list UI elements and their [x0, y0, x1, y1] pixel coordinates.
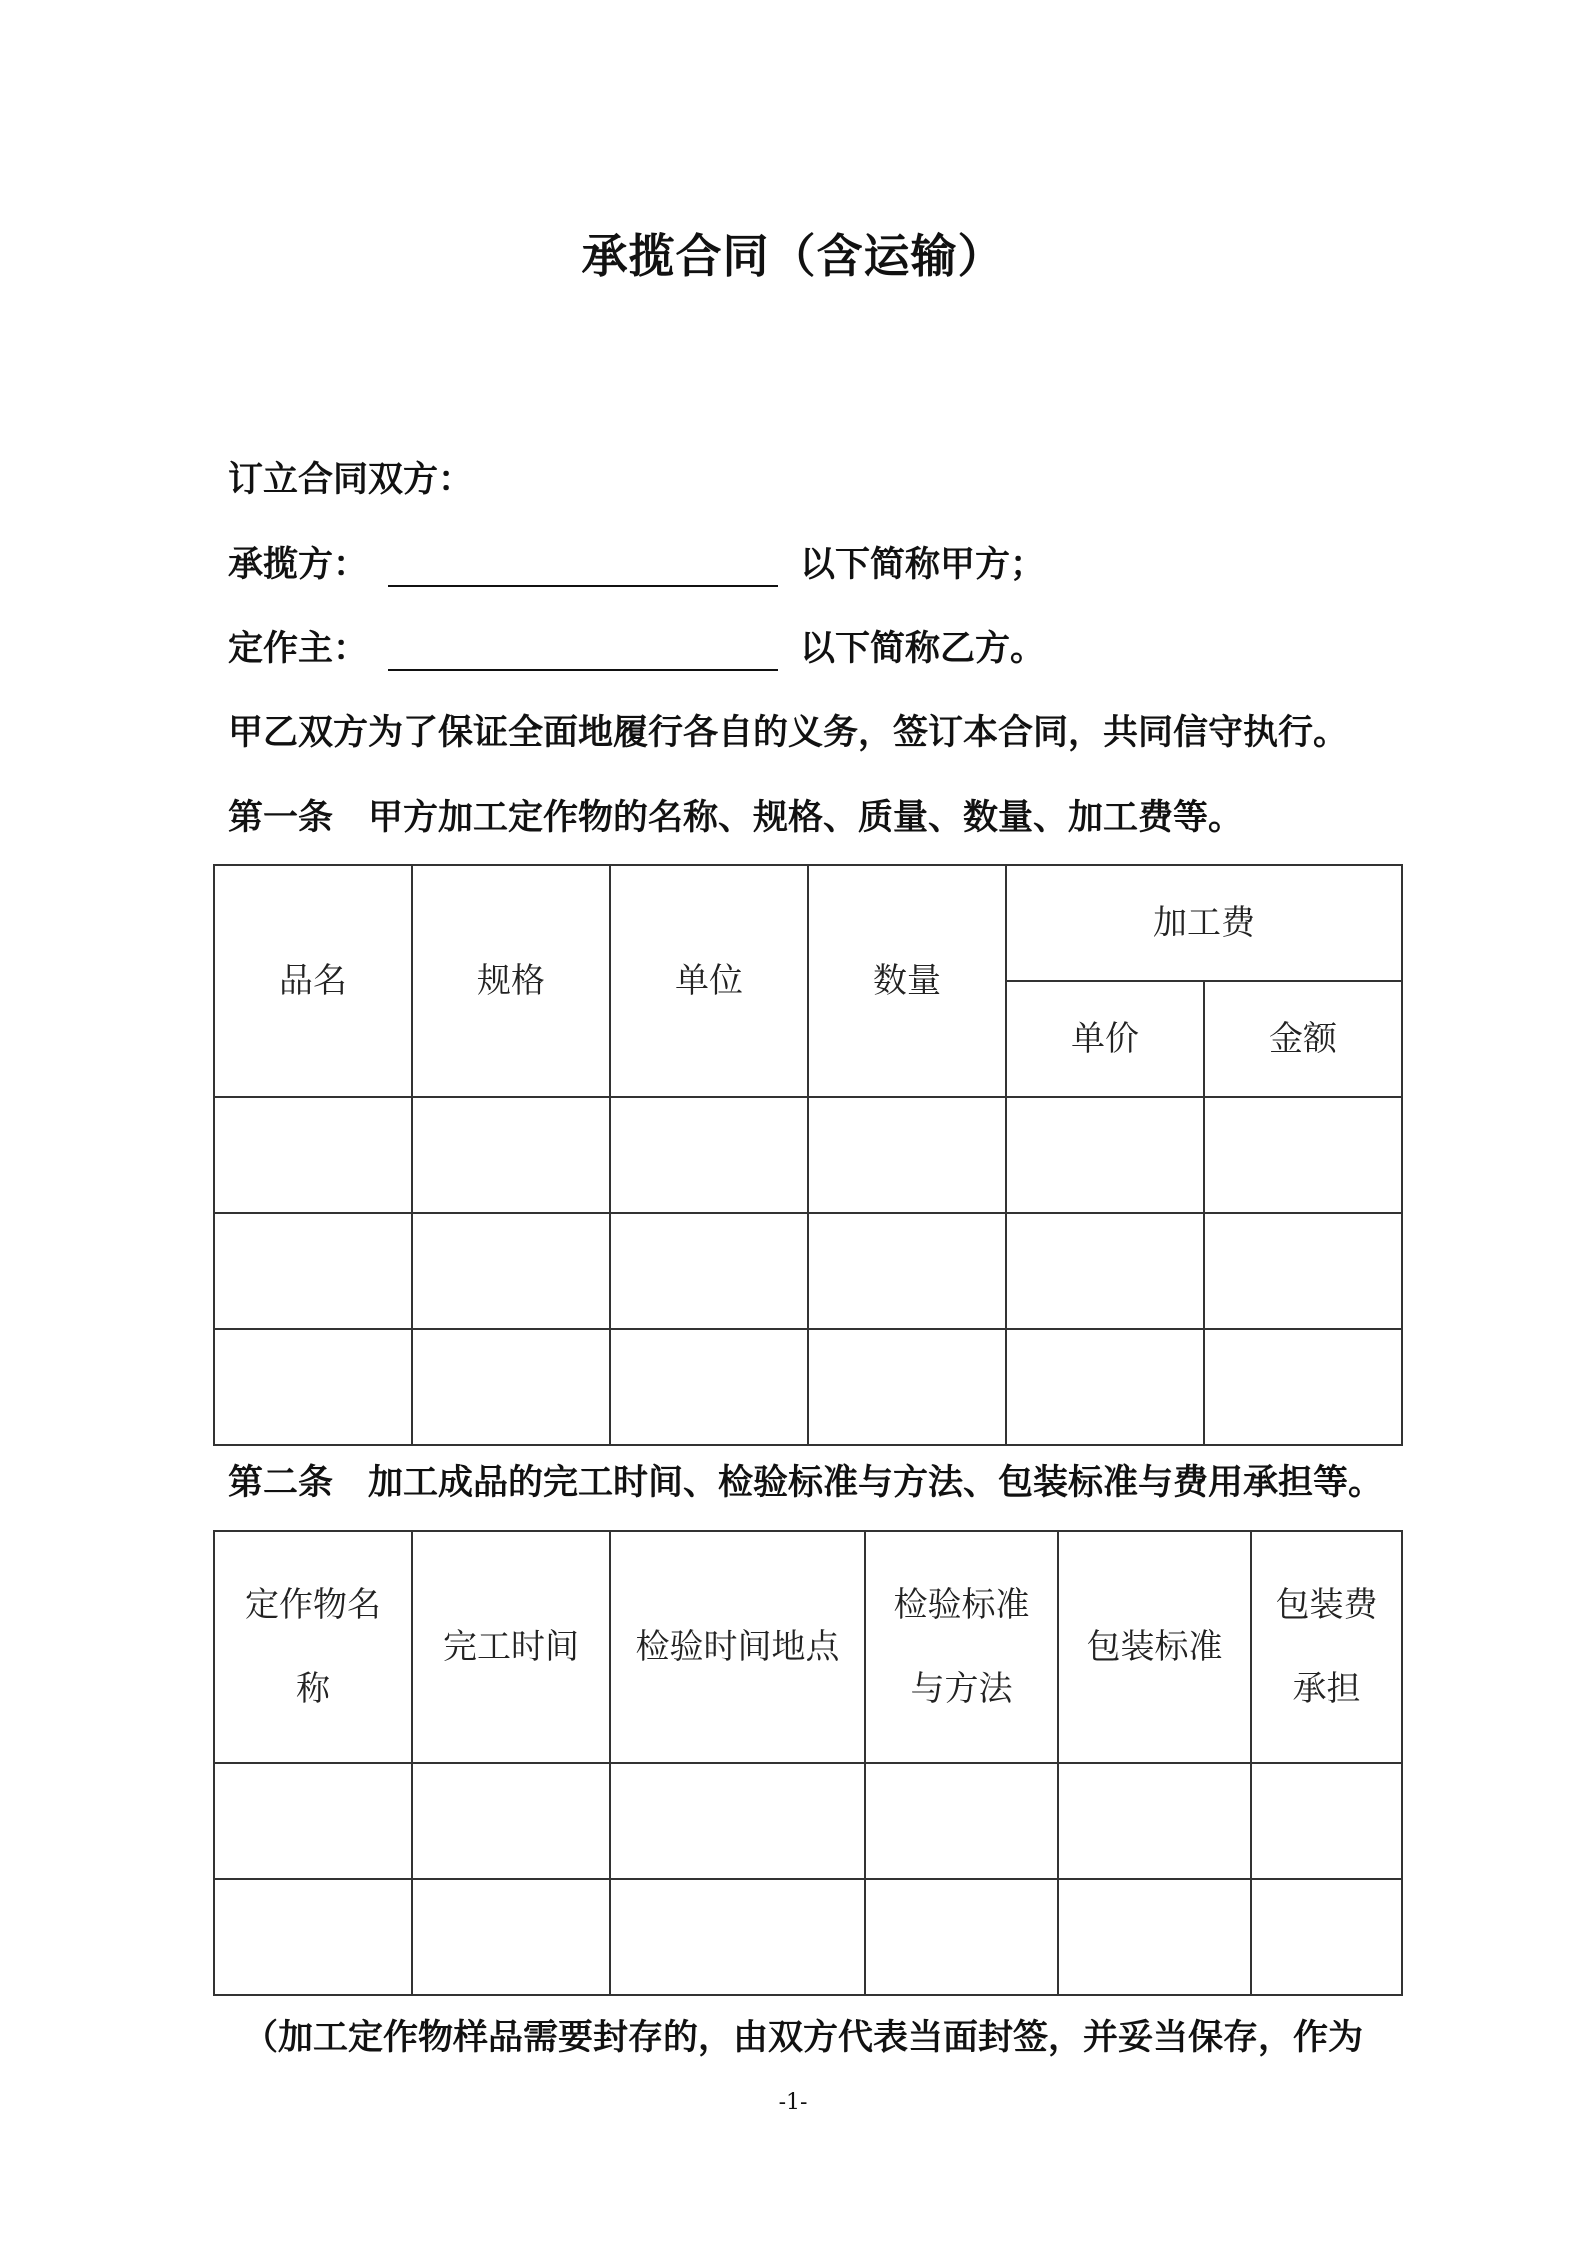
table-cell[interactable] — [808, 1213, 1006, 1329]
document-title: 承揽合同（含运输） — [581, 229, 1005, 283]
table-cell[interactable] — [412, 1879, 610, 1995]
table-cell[interactable] — [412, 1763, 610, 1879]
table-cell[interactable] — [1204, 1329, 1402, 1445]
client-blank-field[interactable] — [388, 637, 778, 671]
header-amount: 金额 — [1204, 981, 1402, 1097]
table-cell[interactable] — [214, 1097, 412, 1213]
table-cell[interactable] — [214, 1879, 412, 1995]
header-item-name: 定作物名 称 — [214, 1531, 412, 1763]
article2-table — [213, 1530, 1403, 1996]
table-cell[interactable] — [1251, 1879, 1402, 1995]
table-row — [214, 1213, 1402, 1329]
intro-text: 甲乙双方为了保证全面地履行各自的义务，签订本合同，共同信守执行。 — [228, 713, 1349, 753]
table-row — [214, 1329, 1402, 1445]
table-cell[interactable] — [1204, 1097, 1402, 1213]
contractor-line — [228, 537, 1045, 587]
table-cell[interactable] — [412, 1097, 610, 1213]
header-packaging-standard: 包装标准 — [1058, 1531, 1251, 1763]
header-name: 品名 — [214, 865, 412, 1097]
table-cell[interactable] — [412, 1213, 610, 1329]
table-cell[interactable] — [214, 1763, 412, 1879]
contractor-suffix: 以下简称甲方； — [800, 545, 1046, 585]
header-spec: 规格 — [412, 865, 610, 1097]
table-cell[interactable] — [1204, 1213, 1402, 1329]
table-cell[interactable] — [1251, 1763, 1402, 1879]
table-cell[interactable] — [214, 1329, 412, 1445]
table-cell[interactable] — [610, 1329, 808, 1445]
header-unit: 单位 — [610, 865, 808, 1097]
contractor-label: 承揽方： — [228, 545, 369, 585]
page-number: -1- — [778, 2090, 808, 2115]
client-suffix: 以下简称乙方。 — [800, 629, 1046, 669]
table-cell[interactable] — [610, 1213, 808, 1329]
header-unit-price: 单价 — [1006, 981, 1204, 1097]
table-cell[interactable] — [610, 1763, 865, 1879]
sample-note: （加工定作物样品需要封存的，由双方代表当面封签，并妥当保存，作为 — [243, 2018, 1364, 2058]
client-label: 定作主： — [228, 629, 369, 669]
header-inspection-standard: 检验标准 与方法 — [865, 1531, 1058, 1763]
table-row — [214, 1763, 1402, 1879]
header-quantity: 数量 — [808, 865, 1006, 1097]
header-inspection-time-place: 检验时间地点 — [610, 1531, 865, 1763]
contractor-blank-field[interactable] — [388, 553, 778, 587]
table-cell[interactable] — [610, 1097, 808, 1213]
table-cell[interactable] — [865, 1879, 1058, 1995]
table-row — [214, 1879, 1402, 1995]
header-completion-time: 完工时间 — [412, 1531, 610, 1763]
table-cell[interactable] — [1058, 1879, 1251, 1995]
article1-table — [213, 864, 1403, 1446]
table-cell[interactable] — [808, 1329, 1006, 1445]
table-cell[interactable] — [1058, 1763, 1251, 1879]
table-cell[interactable] — [610, 1879, 865, 1995]
table-cell[interactable] — [1006, 1097, 1204, 1213]
article1-heading: 第一条 甲方加工定作物的名称、规格、质量、数量、加工费等。 — [228, 798, 1244, 838]
table-cell[interactable] — [865, 1763, 1058, 1879]
header-packaging-fee: 包装费 承担 — [1251, 1531, 1402, 1763]
parties-heading: 订立合同双方： — [228, 460, 474, 500]
table-cell[interactable] — [412, 1329, 610, 1445]
table-cell[interactable] — [808, 1097, 1006, 1213]
article2-heading: 第二条 加工成品的完工时间、检验标准与方法、包装标准与费用承担等。 — [228, 1463, 1384, 1503]
table-cell[interactable] — [1006, 1329, 1204, 1445]
client-line — [228, 621, 1045, 671]
header-processing-fee: 加工费 — [1006, 865, 1402, 981]
table-row — [214, 1097, 1402, 1213]
table-cell[interactable] — [1006, 1213, 1204, 1329]
table-cell[interactable] — [214, 1213, 412, 1329]
